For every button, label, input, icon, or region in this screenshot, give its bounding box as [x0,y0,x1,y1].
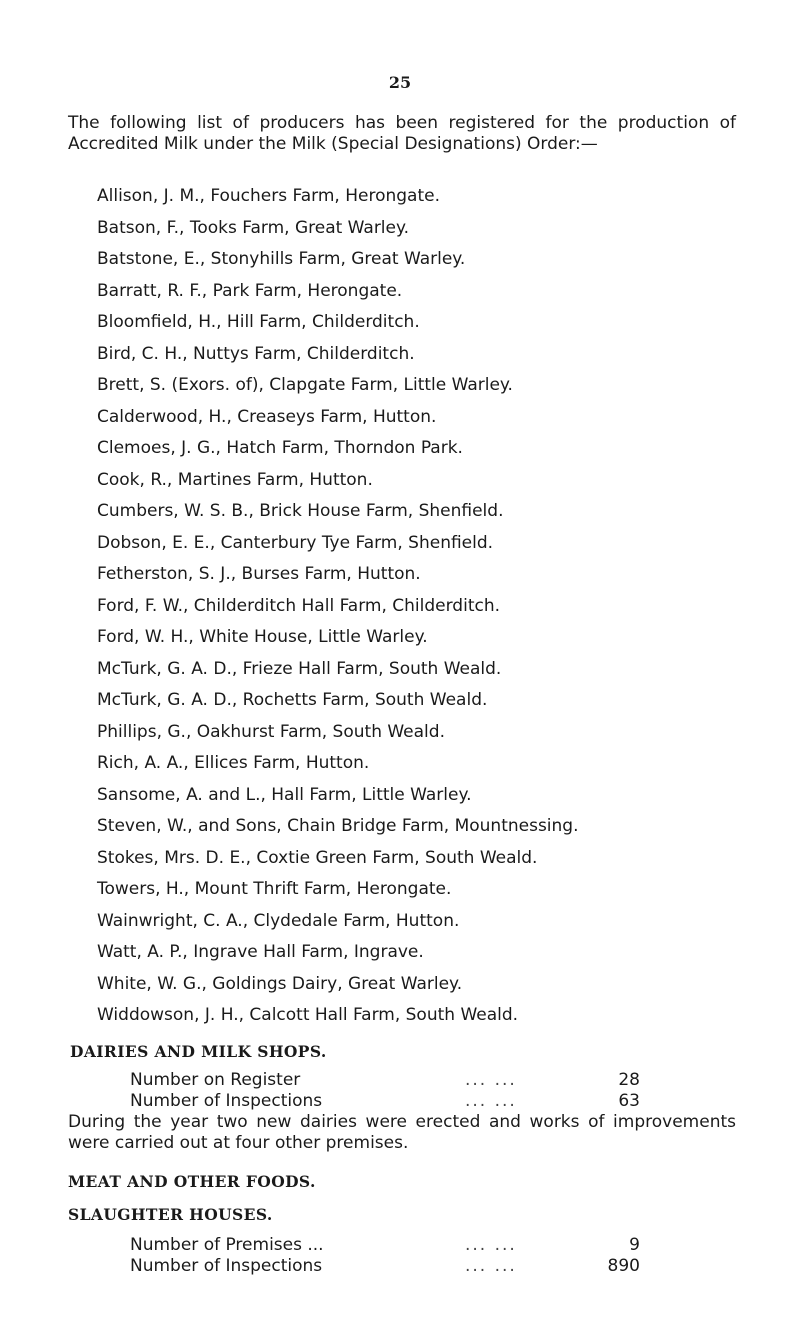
list-item: Bird, C. H., Nuttys Farm, Childerditch. [97,343,415,364]
dot-leader: ... ... [465,1091,517,1111]
list-item: Watt, A. P., Ingrave Hall Farm, Ingrave. [97,942,424,962]
stat-value: 9 [629,1235,640,1255]
list-item: Widdowson, J. H., Calcott Hall Farm, South Weald. [97,1005,519,1025]
meat-heading: MEAT AND OTHER FOODS. [68,1172,316,1191]
list-item: Ford, W. H., White House, Little Warley. [97,627,428,647]
list-item: Ford, F. W., Childerditch Hall Farm, Childerditch. [97,595,501,616]
stat-label: Number on Register [130,1070,301,1090]
dot-leader: ... ... [465,1256,517,1276]
list-item: White, W. G., Goldings Dairy, Great Warley. [97,973,463,994]
intro-paragraph: The following list of producers has been registered for the production of Accredited Milk under the Milk (Special Designations) Order:— [68,113,736,154]
list-item: Cook, R., Martines Farm, Hutton. [97,469,373,490]
stat-label: Number of Inspections [130,1256,323,1276]
producer-list [97,184,579,1035]
list-item: Calderwood, H., Creaseys Farm, Hutton. [97,406,437,427]
stat-value: 63 [618,1091,640,1111]
list-item: Brett, S. (Exors. of), Clapgate Farm, Little Warley. [97,375,513,395]
list-item: Barratt, R. F., Park Farm, Herongate. [97,280,403,301]
list-item: Cumbers, W. S. B., Brick House Farm, Shenfield. [97,501,504,521]
dairies-note: During the year two new dairies were erected and works of improvements were carried out at four other premises. [68,1112,736,1153]
list-item: Wainwright, C. A., Clydedale Farm, Hutton. [97,910,460,931]
list-item: Stokes, Mrs. D. E., Coxtie Green Farm, South Weald. [97,847,538,868]
list-item: Clemoes, J. G., Hatch Farm, Thorndon Park. [97,438,463,458]
list-item: McTurk, G. A. D., Rochetts Farm, South Weald. [97,690,488,710]
slaughter-heading: SLAUGHTER HOUSES. [68,1205,273,1224]
list-item: Fetherston, S. J., Burses Farm, Hutton. [97,564,421,584]
list-item: Sansome, A. and L., Hall Farm, Little Warley. [97,784,472,805]
page-number: 25 [388,73,412,92]
stat-value: 28 [618,1070,640,1090]
slaughter-inspections-row [130,1256,640,1276]
stat-label: Number of Premises ... [130,1235,324,1255]
stat-label: Number of Inspections [130,1091,323,1111]
dot-leader: ... ... [465,1070,517,1090]
dairies-register-row [130,1070,640,1090]
list-item: Batstone, E., Stonyhills Farm, Great Warley. [97,249,466,269]
list-item: Phillips, G., Oakhurst Farm, South Weald. [97,721,445,742]
list-item: Allison, J. M., Fouchers Farm, Herongate. [97,186,440,206]
dairies-heading: DAIRIES AND MILK SHOPS. [70,1042,327,1061]
stat-value: 890 [607,1256,640,1276]
list-item: McTurk, G. A. D., Frieze Hall Farm, South Weald. [97,658,502,679]
dairies-inspections-row [130,1091,640,1111]
dot-leader: ... ... [465,1235,517,1255]
list-item: Bloomfield, H., Hill Farm, Childerditch. [97,312,420,332]
list-item: Dobson, E. E., Canterbury Tye Farm, Shenfield. [97,532,494,553]
list-item: Batson, F., Tooks Farm, Great Warley. [97,217,410,238]
slaughter-premises-row [130,1235,640,1255]
list-item: Towers, H., Mount Thrift Farm, Herongate. [97,879,452,899]
list-item: Steven, W., and Sons, Chain Bridge Farm, Mountnessing. [97,816,579,836]
list-item: Rich, A. A., Ellices Farm, Hutton. [97,753,370,773]
